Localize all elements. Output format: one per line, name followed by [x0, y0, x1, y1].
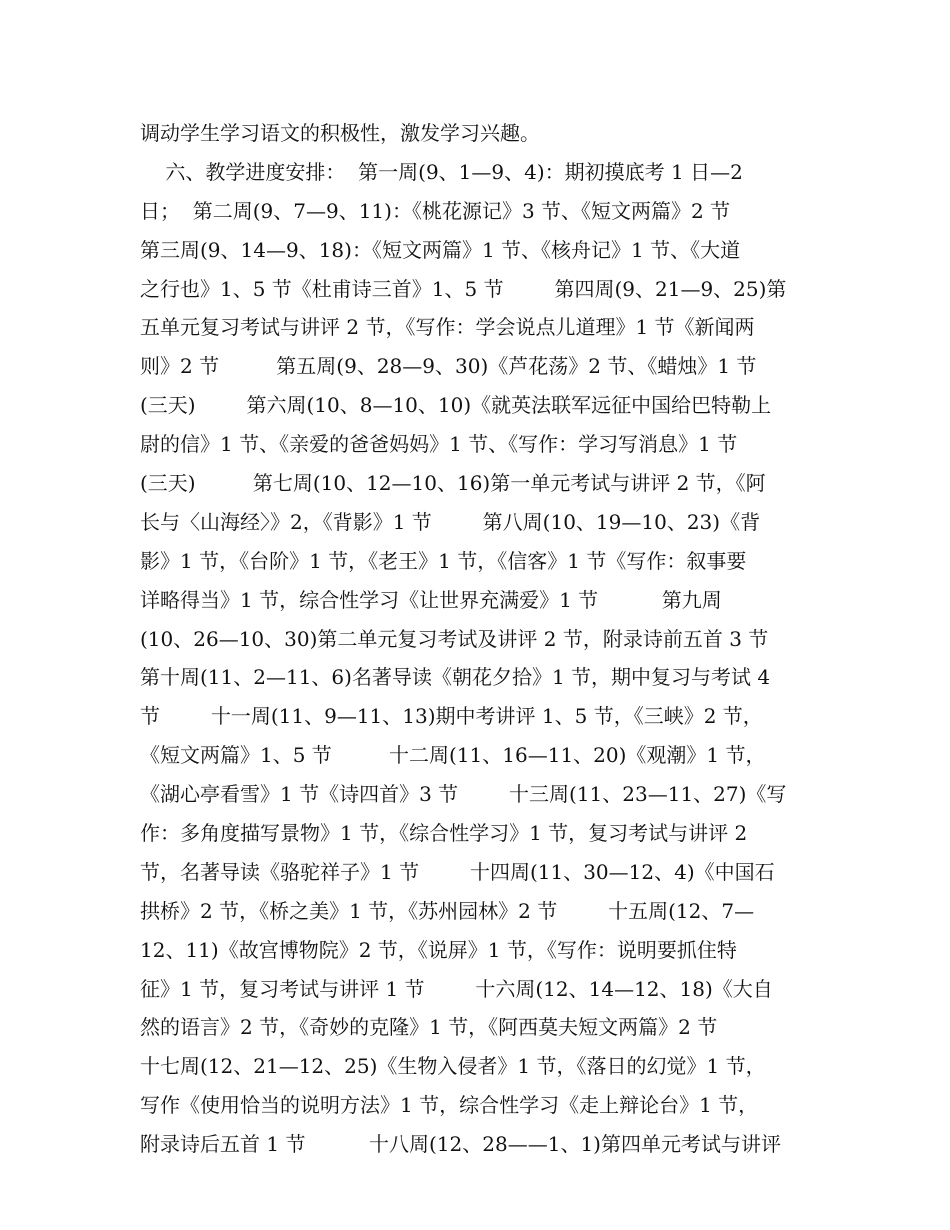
- text-line: 日； 第二周(9、7—9、11)：《桃花源记》3 节、《短文两篇》2 节: [140, 198, 731, 223]
- text-line: (三天) 第七周(10、12—10、16)第一单元考试与讲评 2 节，《阿: [140, 471, 766, 496]
- text-line: 然的语言》2 节，《奇妙的克隆》1 节，《阿西莫夫短文两篇》2 节: [140, 1015, 718, 1040]
- document-body: [140, 114, 816, 1164]
- text-line: 五单元复习考试与讲评 2 节，《写作：学会说点儿道理》1 节《新闻两: [140, 315, 755, 340]
- text-line: 影》1 节，《台阶》1 节，《老王》1 节，《信客》1 节《写作：叙事要: [140, 548, 747, 573]
- text-line: 六、教学进度安排： 第一周(9、1—9、4)：期初摸底考 1 日—2: [140, 159, 743, 184]
- text-line: 写作《使用恰当的说明方法》1 节，综合性学习《走上辩论台》1 节，: [140, 1093, 759, 1118]
- text-line: 附录诗后五首 1 节 十八周(12、28——1、1)第四单元考试与讲评: [140, 1132, 781, 1157]
- text-line: 详略得当》1 节，综合性学习《让世界充满爱》1 节 第九周: [140, 587, 722, 612]
- text-line: 调动学生学习语文的积极性，激发学习兴趣。: [140, 121, 540, 145]
- text-line: (10、26—10、30)第二单元复习考试及讲评 2 节，附录诗前五首 3 节: [140, 626, 769, 651]
- text-line: 第十周(11、2—11、6)名著导读《朝花夕拾》1 节，期中复习与考试 4: [140, 665, 771, 690]
- text-line: 长与〈山海经〉》2，《背影》1 节 第八周(10、19—10、23)《背: [140, 509, 761, 534]
- text-line: 拱桥》2 节，《桥之美》1 节，《苏州园林》2 节 十五周(12、7—: [140, 898, 755, 923]
- text-line: (三天) 第六周(10、8—10、10)《就英法联军远征中国给巴特勒上: [140, 393, 772, 418]
- text-line: 第三周(9、14—9、18)：《短文两篇》1 节、《核舟记》1 节、《大道: [140, 237, 741, 262]
- text-line: 征》1 节，复习考试与讲评 1 节 十六周(12、14—12、18)《大自: [140, 976, 773, 1001]
- text-line: 节 十一周(11、9—11、13)期中考讲评 1、5 节，《三峡》2 节，: [140, 704, 763, 729]
- text-line: 之行也》1、5 节《杜甫诗三首》1、5 节 第四周(9、21—9、25)第: [140, 276, 787, 301]
- text-line: 节，名著导读《骆驼祥子》1 节 十四周(11、30—12、4)《中国石: [140, 859, 775, 884]
- text-line: 则》2 节 第五周(9、28—9、30)《芦花荡》2 节、《蜡烛》1 节: [140, 354, 757, 379]
- text-line: 12、11)《故宫博物院》2 节，《说屏》1 节，《写作：说明要抓住特: [140, 937, 737, 962]
- text-line: 作：多角度描写景物》1 节，《综合性学习》1 节，复习考试与讲评 2: [140, 821, 748, 846]
- text-line: 《短文两篇》1、5 节 十二周(11、16—11、20)《观潮》1 节，: [140, 743, 766, 768]
- text-line: 尉的信》1 节、《亲爱的爸爸妈妈》1 节、《写作：学习写消息》1 节: [140, 432, 738, 457]
- text-line: 《湖心亭看雪》1 节《诗四首》3 节 十三周(11、23—11、27)《写: [140, 782, 787, 807]
- text-line: 十七周(12、21—12、25)《生物入侵者》1 节，《落日的幻觉》1 节，: [140, 1054, 766, 1079]
